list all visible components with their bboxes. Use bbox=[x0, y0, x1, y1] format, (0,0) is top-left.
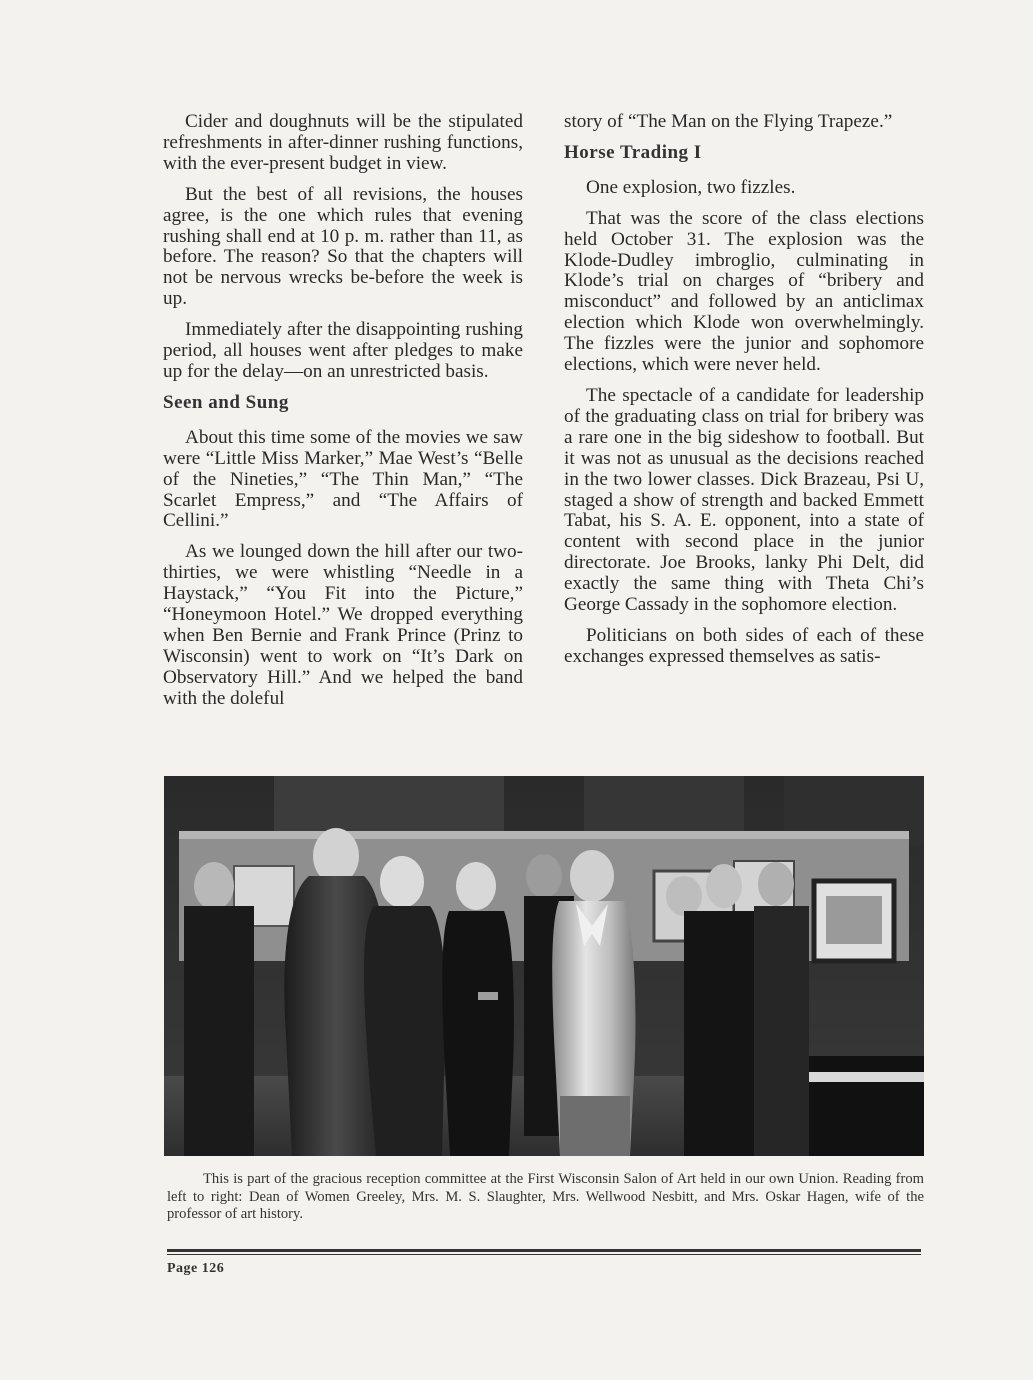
paragraph: But the best of all revisions, the houses agree, is the one which rules that evening rushing shall end at 10 p. m. rather than 11, as before. The reason? So that the chapters will not be nervous wrecks be-before the week is up. bbox=[163, 183, 523, 310]
reception-photo bbox=[164, 776, 924, 1156]
footer-rule-thin bbox=[167, 1254, 921, 1255]
paragraph: story of “The Man on the Flying Trapeze.” bbox=[564, 111, 893, 132]
paragraph: Immediately after the disappointing rushing period, all houses went after pledges to make up for the delay—on an unrestricted basis. bbox=[163, 319, 523, 382]
paragraph: That was the score of the class elections held October 31. The explosion was the Klode-Dudley imbroglio, culminating in Klode’s trial on charges of “bribery and misconduct” and followed by an anticlimax election which Klode won overwhelmingly. The fizzles were the junior and sophomore elections, which were never held. bbox=[564, 207, 924, 376]
paragraph: About this time some of the movies we saw were “Little Miss Marker,” Mae West’s “Belle of the Nineties,” “The Thin Man,” “The Scarlet Empress,” and “The Affairs of Cellini.” bbox=[163, 426, 523, 532]
section-heading: Horse Trading I bbox=[564, 141, 702, 163]
footer-rule bbox=[167, 1249, 921, 1252]
paragraph: Cider and doughnuts will be the stipulated refreshments in after-dinner rushing functions, with the ever-present budget in view. bbox=[163, 111, 523, 174]
photo-caption: This is part of the gracious reception committee at the First Wisconsin Salon of Art held in our own Union. Reading from left to right: Dean of Women Greeley, Mrs. M. S. Slaughter, Mrs. Wellwood Nesbitt, and Mrs. Oskar Hagen, wife of the professor of art history. bbox=[167, 1171, 924, 1222]
section-heading: Seen and Sung bbox=[163, 391, 289, 413]
paragraph: Politicians on both sides of each of these exchanges expressed themselves as satis- bbox=[564, 624, 924, 667]
left-column bbox=[163, 112, 523, 720]
paragraph: The spectacle of a candidate for leadership of the graduating class on trial for bribery was a rare one in the big sideshow to football. But it was not as unusual as the decisions reached in the two lower classes. Dick Brazeau, Psi U, staged a show of strength and backed Emmett Tabat, his S. A. E. opponent, into a state of content with second place in the junior directorate. Joe Brooks, lanky Phi Delt, did exactly the same thing with Theta Chi’s George Cassady in the sophomore election. bbox=[564, 384, 924, 616]
paragraph: As we lounged down the hill after our two-thirties, we were whistling “Needle in a Haystack,” “You Fit into the Picture,” “Honeymoon Hotel.” We dropped everything when Ben Bernie and Frank Prince (Prinz to Wisconsin) went to work on “It’s Dark on Observatory Hill.” And we helped the band with the doleful bbox=[163, 541, 523, 709]
photo-illustration bbox=[164, 776, 924, 1156]
page-number: Page 126 bbox=[167, 1261, 225, 1276]
right-column bbox=[564, 112, 924, 678]
paragraph: One explosion, two fizzles. bbox=[586, 176, 796, 198]
